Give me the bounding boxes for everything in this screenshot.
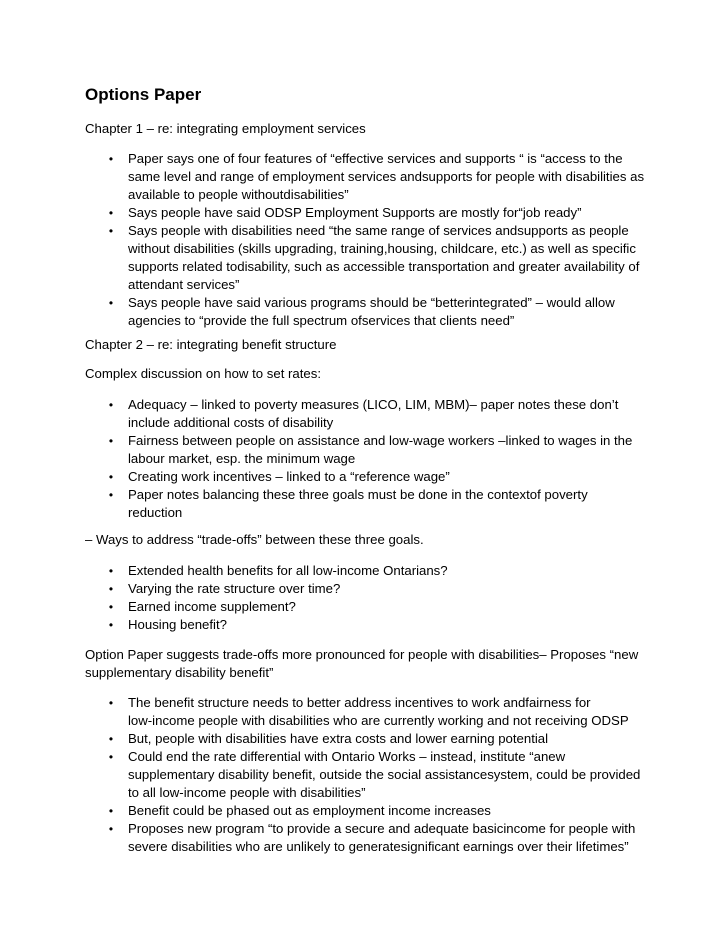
- list-item: [85, 748, 685, 802]
- list-item: [85, 616, 685, 634]
- list-item: [85, 150, 685, 204]
- option-paragraph-line: Option Paper suggests trade-offs more pronounced for people with disabilities– Proposes “new: [85, 647, 639, 662]
- bullet-icon: •: [108, 582, 114, 596]
- chapter1-list: [85, 150, 685, 330]
- list-item-text: Extended health benefits for all low-income Ontarians?: [128, 563, 448, 578]
- list-item: [85, 468, 685, 486]
- list-item-text: same level and range of employment services andsupports for people with disabilities as: [128, 169, 645, 184]
- list-item: [85, 562, 685, 580]
- list-item: [85, 222, 685, 294]
- bullet-icon: •: [108, 804, 114, 818]
- list-item: [85, 432, 685, 468]
- chapter2-intro: Complex discussion on how to set rates:: [85, 366, 322, 381]
- list-item-text: supports related todisability, such as accessible transportation and greater availability of: [128, 259, 640, 274]
- option-paragraph-line: supplementary disability benefit”: [85, 665, 274, 680]
- list-item-text: Says people have said various programs should be “betterintegrated” – would allow: [128, 295, 615, 310]
- list-item-text: Fairness between people on assistance and low-wage workers –linked to wages in the: [128, 433, 633, 448]
- list-item-text: The benefit structure needs to better address incentives to work andfairness for: [128, 695, 591, 710]
- list-item-text: Says people have said ODSP Employment Supports are mostly for“job ready”: [128, 205, 582, 220]
- list-item-text: available to people withoutdisabilities”: [128, 187, 349, 202]
- list-item: [85, 730, 685, 748]
- bullet-icon: •: [108, 732, 114, 746]
- bullet-icon: •: [108, 750, 114, 764]
- list-item-text: agencies to “provide the full spectrum ofservices that clients need”: [128, 313, 515, 328]
- list-item: [85, 204, 685, 222]
- list-item-text: supplementary disability benefit, outside the social assistancesystem, could be provided: [128, 767, 641, 782]
- list-item-text: Earned income supplement?: [128, 599, 296, 614]
- list-item-text: attendant services”: [128, 277, 240, 292]
- list-item-text: Paper notes balancing these three goals must be done in the contextof poverty: [128, 487, 588, 502]
- list-item-text: without disabilities (skills upgrading, training,housing, childcare, etc.) as well as specific: [128, 241, 636, 256]
- list-item-text: include additional costs of disability: [128, 415, 334, 430]
- tradeoffs-heading: – Ways to address “trade-offs” between these three goals.: [85, 532, 424, 547]
- list-item-text: labour market, esp. the minimum wage: [128, 451, 356, 466]
- list-item-text: Housing benefit?: [128, 617, 227, 632]
- list-item: [85, 486, 685, 522]
- list-item-text: Adequacy – linked to poverty measures (LICO, LIM, MBM)– paper notes these don’t: [128, 397, 619, 412]
- bullet-icon: •: [108, 488, 114, 502]
- list-item-text: Creating work incentives – linked to a “reference wage”: [128, 469, 450, 484]
- chapter1-heading: Chapter 1 – re: integrating employment services: [85, 121, 366, 136]
- bullet-icon: •: [108, 152, 114, 166]
- list-item: [85, 396, 685, 432]
- list-item-text: Paper says one of four features of “effective services and supports “ is “access to the: [128, 151, 623, 166]
- list-item: [85, 294, 685, 330]
- bullet-icon: •: [108, 434, 114, 448]
- bullet-icon: •: [108, 224, 114, 238]
- bullet-icon: •: [108, 600, 114, 614]
- bullet-icon: •: [108, 696, 114, 710]
- bullet-icon: •: [108, 470, 114, 484]
- bullet-icon: •: [108, 822, 114, 836]
- option-paragraph: [85, 646, 645, 682]
- list-item: [85, 598, 685, 616]
- list-item-text: Varying the rate structure over time?: [128, 581, 341, 596]
- tradeoffs-list: [85, 562, 685, 634]
- list-item-text: Proposes new program “to provide a secure and adequate basicincome for people with: [128, 821, 636, 836]
- chapter2-list: [85, 396, 685, 522]
- list-item-text: low-income people with disabilities who are currently working and not receiving ODSP: [128, 713, 629, 728]
- bullet-icon: •: [108, 564, 114, 578]
- list-item-text: Could end the rate differential with Ontario Works – instead, institute “anew: [128, 749, 566, 764]
- list-item-text: to all low-income people with disabilities”: [128, 785, 366, 800]
- bullet-icon: •: [108, 618, 114, 632]
- option-list: [85, 694, 685, 856]
- list-item: [85, 580, 685, 598]
- list-item: [85, 820, 685, 856]
- list-item-text: reduction: [128, 505, 183, 520]
- list-item-text: Says people with disabilities need “the same range of services andsupports as people: [128, 223, 629, 238]
- page-title: Options Paper: [85, 85, 202, 104]
- bullet-icon: •: [108, 398, 114, 412]
- list-item: [85, 802, 685, 820]
- list-item-text: severe disabilities who are unlikely to generatesignificant earnings over their lifetimes”: [128, 839, 629, 854]
- bullet-icon: •: [108, 296, 114, 310]
- bullet-icon: •: [108, 206, 114, 220]
- list-item: [85, 694, 685, 730]
- list-item-text: But, people with disabilities have extra costs and lower earning potential: [128, 731, 549, 746]
- list-item-text: Benefit could be phased out as employment income increases: [128, 803, 491, 818]
- chapter2-heading: Chapter 2 – re: integrating benefit structure: [85, 337, 337, 352]
